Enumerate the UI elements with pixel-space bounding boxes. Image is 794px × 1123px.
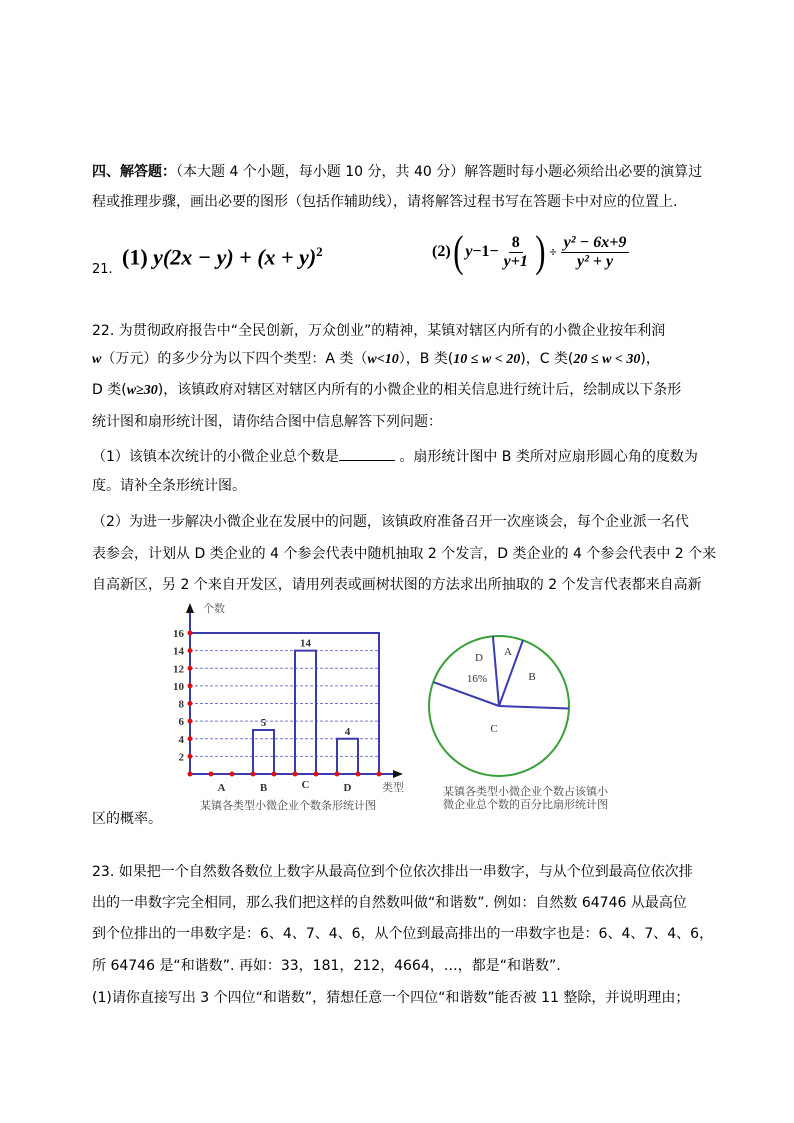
q23-line2: 出的一串数字完全相同，那么我们把这样的自然数叫做“和谐数”. 例如：自然数 64746 从最高位 <box>92 895 687 911</box>
q22-text: （万元）的多少分为以下四个类型：A 类（ <box>101 351 368 367</box>
x-axis-arrow <box>393 770 403 778</box>
q22-sub2-line4: 区的概率。 <box>92 811 162 827</box>
axis-dot <box>230 772 235 777</box>
q22-sub1-text: 。扇形统计图中 B 类所对应扇形圆心角的度数为 <box>394 449 698 465</box>
q21-part2-expression <box>432 227 631 276</box>
q21-fraction-2 <box>561 234 630 271</box>
y-tick-label: 2 <box>178 751 184 764</box>
bar-chart-title: 某镇各类型小微企业个数条形统计图 <box>200 799 376 812</box>
y-tick-label: 16 <box>173 628 184 640</box>
pie-label-A: A <box>504 646 512 658</box>
axis-dot <box>188 666 193 671</box>
q22-line2 <box>92 350 660 369</box>
q23-line3: 到个位排出的一串数字是：6、4、7、4、6，从个位到最高排出的一串数字也是：6、4、7、4、6， <box>92 926 714 942</box>
q21-part1-label: (1) <box>122 244 148 270</box>
q22-line4: 统计图和扇形统计图，请你结合图中信息解答下列问题： <box>92 414 442 430</box>
data-label-C: 14 <box>300 637 311 650</box>
q23-line4: 所 64746 是“和谐数”. 再如：33，181，212，4664，…，都是“和谐数”. <box>92 958 561 974</box>
axis-dot <box>314 772 319 777</box>
x-tick-label-C: C <box>301 779 310 791</box>
y-axis-label: 个数 <box>203 603 225 615</box>
q22-sub1 <box>92 446 698 466</box>
bar-B <box>253 730 274 774</box>
axis-dot <box>188 719 193 724</box>
y-tick-label: 8 <box>178 698 184 711</box>
x-tick-label-B: B <box>259 782 268 794</box>
q22-text: D 类( <box>92 382 127 398</box>
pie-label-B: B <box>528 671 536 683</box>
pie-chart-title-line2: 微企业总个数的百分比扇形统计图 <box>443 798 608 811</box>
section-intro-line2: 程或推理步骤，画出必要的图形（包括作辅助线），请将解答过程书写在答题卡中对应的位置上. <box>92 194 678 210</box>
q22-sub1-cont: 度。请补全条形统计图。 <box>92 478 246 494</box>
axis-dot <box>188 631 193 636</box>
axis-dot <box>209 772 214 777</box>
axis-dot <box>188 754 193 759</box>
y-tick-label: 12 <box>173 663 184 676</box>
fraction-numerator: 8 <box>509 234 523 253</box>
data-label-B: 5 <box>260 716 267 729</box>
axis-dot <box>251 772 256 777</box>
fraction-denominator: y+1 <box>503 252 528 270</box>
q21-part1-var: y <box>153 244 163 270</box>
right-paren: ) <box>535 227 546 276</box>
q21-part2-label: (2) <box>432 243 451 260</box>
q21-part1-body: (2x − y) + (x + y) <box>162 244 317 270</box>
q21-part1-expression <box>122 244 323 270</box>
divide-sign: ÷ <box>549 244 557 259</box>
q21-part1-exponent: 2 <box>316 244 323 259</box>
left-paren: ( <box>452 227 464 276</box>
bar-chart <box>160 600 420 800</box>
q23-line1: 23. 如果把一个自然数各数位上数字从最高位到个位依次排出一串数字，与从个位到最高位依次排 <box>92 864 693 880</box>
axis-dot <box>293 772 298 777</box>
x-tick-label-A: A <box>217 782 226 794</box>
section-heading: 四、解答题： <box>92 164 176 180</box>
axis-dot <box>188 683 193 688</box>
section-intro-text: （本大题 4 个小题，每小题 10 分，共 40 分）解答题时每小题必须给出必要的演算过 <box>176 164 703 180</box>
class-b-condition: 10 ≤ w < 20 <box>453 352 521 367</box>
class-c-condition: 20 ≤ w < 30 <box>573 352 641 367</box>
q22-text: )， <box>640 351 660 367</box>
class-a-condition: w<10 <box>367 352 399 367</box>
q22-text: )，该镇政府对辖区对辖区内所有的小微企业的相关信息进行统计后，绘制成以下条形 <box>157 382 682 398</box>
q21-part2-minus-one: −1− <box>472 243 499 260</box>
q22-sub2-line2: 表参会，计划从 D 类企业的 4 个参会代表中随机抽取 2 个发言，D 类企业的 4 个参会代表中 2 个来 <box>92 546 717 562</box>
pie-percent-D: 16% <box>466 673 488 685</box>
pie-label-D: D <box>475 652 483 664</box>
y-tick-label: 14 <box>173 645 184 658</box>
axis-dot <box>188 772 193 777</box>
y-axis-arrow <box>186 603 194 613</box>
data-label-D: 4 <box>344 725 351 738</box>
q21-fraction-1 <box>501 234 531 271</box>
q22-line1: 22. 为贯彻政府报告中“全民创新，万众创业”的精神，某镇对辖区内所有的小微企业按年利润 <box>92 323 666 339</box>
var-w: w <box>92 352 102 367</box>
x-tick-label-D: D <box>343 782 352 794</box>
q22-text: ），B 类( <box>398 351 454 367</box>
axis-dot <box>272 772 277 777</box>
answer-blank[interactable] <box>339 446 395 461</box>
axis-dot <box>356 772 361 777</box>
axis-dot <box>377 772 382 777</box>
axis-dot <box>335 772 340 777</box>
axis-dot <box>188 701 193 706</box>
q22-sub1-text: （1）该镇本次统计的小微企业总个数是 <box>92 449 339 465</box>
axis-dot <box>188 648 193 653</box>
fraction-denominator: y² + y <box>576 252 614 270</box>
y-tick-label: 10 <box>173 680 184 693</box>
y-tick-label: 4 <box>178 733 184 746</box>
q22-sub2-line3: 自高新区，另 2 个来自开发区，请用列表或画树状图的方法求出所抽取的 2 个发言代表都来自高新 <box>92 577 702 593</box>
section-intro-line1 <box>92 163 702 181</box>
pie-chart-title-line1: 某镇各类型小微企业个数占该镇小 <box>443 785 608 798</box>
x-axis-label: 类型 <box>382 782 404 794</box>
y-tick-label: 6 <box>178 716 184 729</box>
q21-part2-var: y <box>465 243 473 260</box>
pie-chart <box>420 620 600 790</box>
question-number-21: 21. <box>92 262 113 277</box>
q22-text: )，C 类( <box>520 351 574 367</box>
q23-line5: (1)请你直接写出 3 个四位“和谐数”，猜想任意一个四位“和谐数”能否被 11 整除，并说明理由； <box>92 990 690 1006</box>
class-d-condition: w≥30 <box>126 383 158 398</box>
q22-line3 <box>92 381 681 400</box>
fraction-numerator: y² − 6x+9 <box>561 234 630 253</box>
pie-label-C: C <box>490 723 498 735</box>
q22-sub2-line1: （2）为进一步解决小微企业在发展中的问题，该镇政府准备召开一次座谈会，每个企业派一名代 <box>92 514 689 530</box>
axis-dot <box>188 736 193 741</box>
bar-C <box>295 651 316 774</box>
